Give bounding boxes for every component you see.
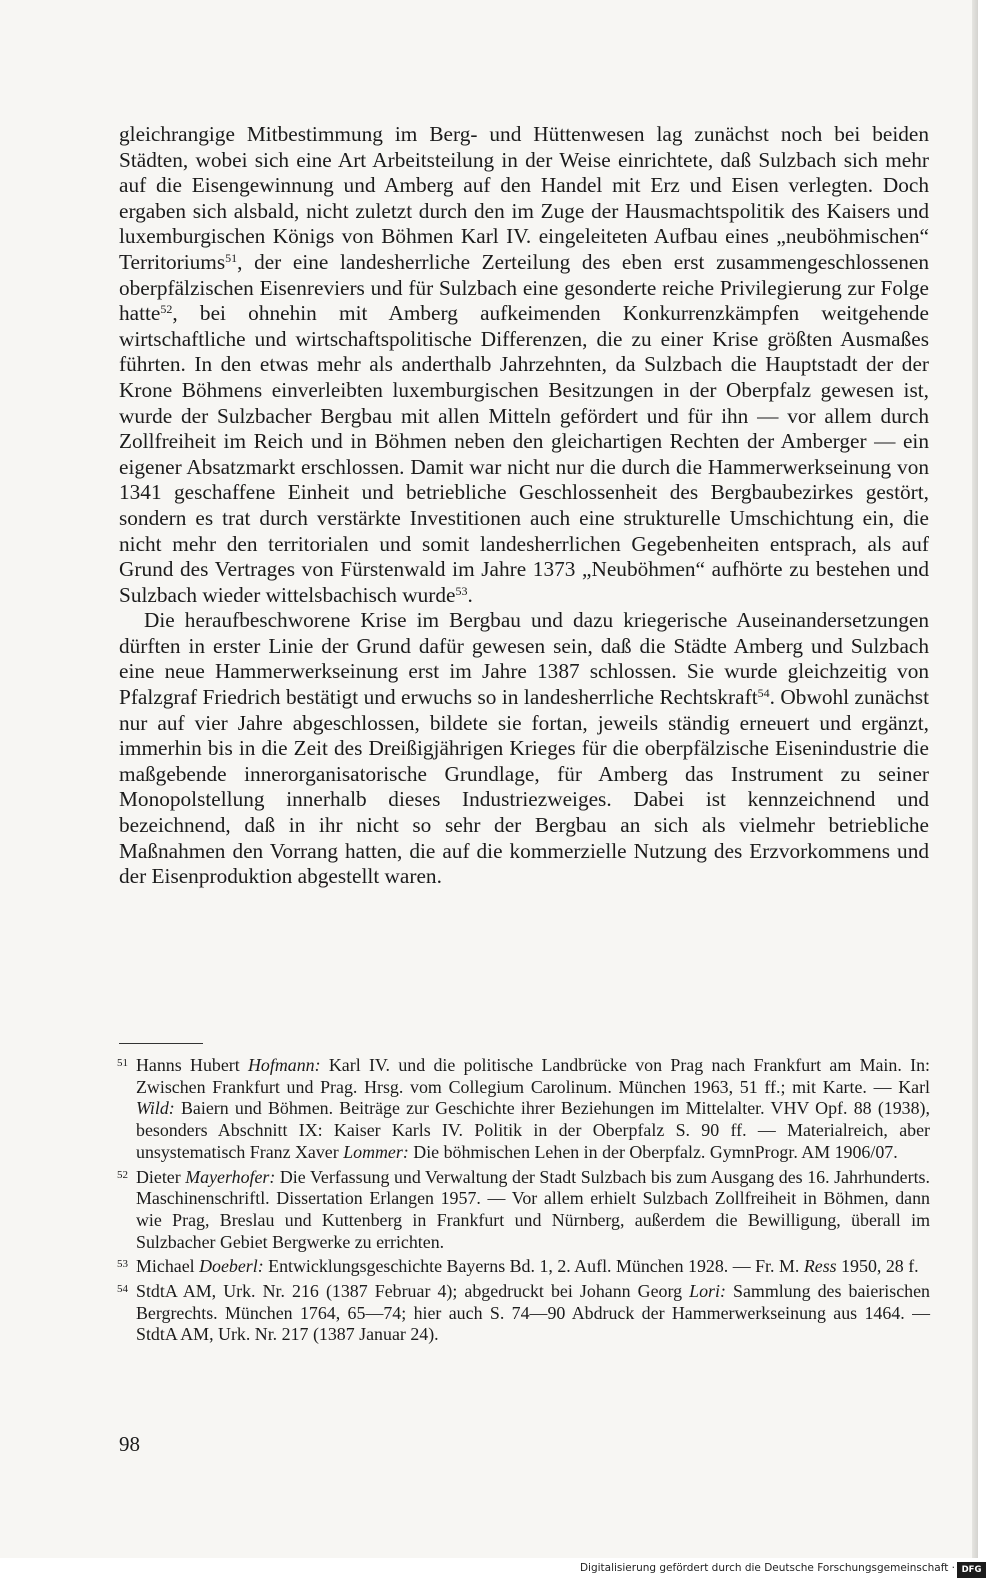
footnote-54 (117, 1279, 930, 1346)
footnote-separator (119, 1043, 203, 1044)
footnote-text: Michael Doeberl: Entwicklungsgeschichte Bayerns Bd. 1, 2. Aufl. München 1928. — Fr. M. Ress 1950, 28 f. (136, 1256, 919, 1277)
author-name: Lommer: (343, 1141, 409, 1162)
author-name: Mayerhofer: (185, 1166, 276, 1187)
footnote-number: 54 (117, 1283, 128, 1296)
footnote-ref: 52 (160, 302, 173, 317)
dfg-logo: DFG (957, 1562, 986, 1578)
footnote-number: 52 (117, 1168, 128, 1181)
author-name: Wild: (136, 1098, 175, 1119)
paragraph: gleichrangige Mitbestimmung im Berg- und Hüttenwesen lag zunächst noch bei beiden Städten, wobei sich eine Art Arbeitsteilung in der Weise einrichtete, daß Sulzbach sich mehr auf die Eisengewinnung und Amberg auf den Handel mit Erz und Eisen verlegten. Doch ergaben sich alsbald, nicht zuletzt durch den im Zuge der Hausmachtspolitik des Kaisers und luxemburgischen Königs von Böhmen Karl IV. eingeleiteten Aufbau eines „neuböhmischen“ Territoriums$^{51}$, der eine landesherrliche Zerteilung des eben erst zusammengeschlossenen oberpfälzischen Eisenreviers und für Sulzbach eine gesonderte reiche Privilegierung zur Folge hatte$^{52}$, bei ohnehin mit Amberg aufkeimenden Konkurrenzkämpfen weitgehende wirtschaftliche und wirtschaftspolitische Differenzen, die zu einer Krise größten Ausmaßes führten. In den etwas mehr als anderthalb Jahrzehnten, da Sulzbach die Hauptstadt der der Krone Böhmens einverleibten luxemburgischen Besitzungen in der Oberpfalz gewesen ist, wurde der Sulzbacher Bergbau mit allen Mitteln gefördert und für ihn — vor allem durch Zollfreiheit im Reich und in Böhmen neben den gleichartigen Rechten der Amberger — ein eigener Absatzmarkt erschlossen. Damit war nicht nur die durch die Hammerwerkseinung von 1341 geschaffene Einheit und betriebliche Geschlossenheit des Bergbaubezirkes gestört, sondern es trat durch verstärkte Investitionen auch eine strukturelle Umschichtung ein, die nicht mehr den territorialen und somit landesherrlichen Gegebenheiten entsprach, als auf Grund des Vertrages von Fürstenwald im Jahre 1373 „Neuböhmen“ aufhörte zu bestehen und Sulzbach wieder wittelsbachisch wurde$^{53}$. (119, 122, 929, 607)
author-name: Doeberl: (199, 1256, 264, 1277)
author-name: Lori: (689, 1281, 726, 1302)
footnote-51 (117, 1053, 930, 1164)
footnotes (117, 1053, 930, 1347)
footnote-text: Hanns Hubert Hofmann: Karl IV. und die politische Landbrücke von Prag nach Frankfurt am Main. In: Zwischen Frankfurt und Prag. Hrsg. vom Collegium Carolinum. München 1963, 51 ff.; mit Karte. — Karl Wild: Baiern und Böhmen. Beiträge zur Geschichte ihrer Beziehungen im Mittelalter. VHV Opf. 88 (1938), besonders Abschnitt IX: Kaiser Karls IV. Politik in der Oberpfalz S. 90 ff. — Materialreich, aber unsystematisch Franz Xaver Lommer: Die böhmischen Lehen in der Oberpfalz. GymnProgr. AM 1906/07. (136, 1055, 931, 1162)
paragraph: Die heraufbeschworene Krise im Bergbau und dazu kriegerische Auseinandersetzungen dürften in erster Linie der Grund dafür gewesen sein, daß die Städte Amberg und Sulzbach eine neue Hammerwerkseinung erst im Jahre 1387 schlossen. Sie wurde gleichzeitig von Pfalzgraf Friedrich bestätigt und erwuchs so in landesherrliche Rechtskraft$^{54}$. Obwohl zunächst nur auf vier Jahre abgeschlossen, bildete sie fortan, jeweils ständig erneuert und ergänzt, immerhin bis in die Zeit des Dreißigjährigen Krieges für die oberpfälzische Eisenindustrie die maßgebende innerorganisatorische Grundlage, für Amberg das Instrument zu seiner Monopolstellung innerhalb dieses Industriezweiges. Dabei ist kennzeichnend und bezeichnend, daß in ihr nicht so sehr der Bergbau an sich als vielmehr betriebliche Maßnahmen den Vorrang hatten, die auf die kommerzielle Nutzung des Erzvorkommens und der Eisenproduktion abgestellt waren. (119, 608, 930, 889)
footnote-ref: 54 (757, 686, 770, 701)
footnote-ref: 51 (225, 250, 238, 265)
footnote-text: Dieter Mayerhofer: Die Verfassung und Verwaltung der Stadt Sulzbach bis zum Ausgang des 16. Jahrhunderts. Maschinenschriftl. Dissertation Erlangen 1957. — Vor allem erhielt Sulzbach Zollfreiheit in Böhmen, dann wie Prag, Breslau und Kuttenberg in Frankfurt und Nürnberg, außerdem die Bewilligung, überall im Sulzbacher Gebiet Bergwerke zu errichten. (136, 1166, 930, 1252)
footnote-52 (117, 1165, 930, 1254)
author-name: Hofmann: (248, 1055, 321, 1075)
page-edge-shadow (972, 0, 978, 1558)
page-number: 98 (119, 1432, 140, 1456)
main-text (119, 122, 929, 890)
digitization-credit: Digitalisierung gefördert durch die Deutsche Forschungsgemeinschaft · (579, 1562, 955, 1574)
footnote-text: StdtA AM, Urk. Nr. 216 (1387 Februar 4); abgedruckt bei Johann Georg Lori: Sammlung des baierischen Bergrechts. München 1764, 65—74; hier auch S. 74—90 Abdruck der Hammerwerkseinung aus 1464. — StdtA AM, Urk. Nr. 217 (1387 Januar 24). (136, 1281, 930, 1345)
footnote-number: 53 (117, 1258, 128, 1271)
author-name: Ress (803, 1256, 837, 1277)
footnote-number: 51 (117, 1057, 128, 1069)
footnote-53 (117, 1254, 930, 1278)
footnote-ref: 53 (455, 583, 468, 598)
